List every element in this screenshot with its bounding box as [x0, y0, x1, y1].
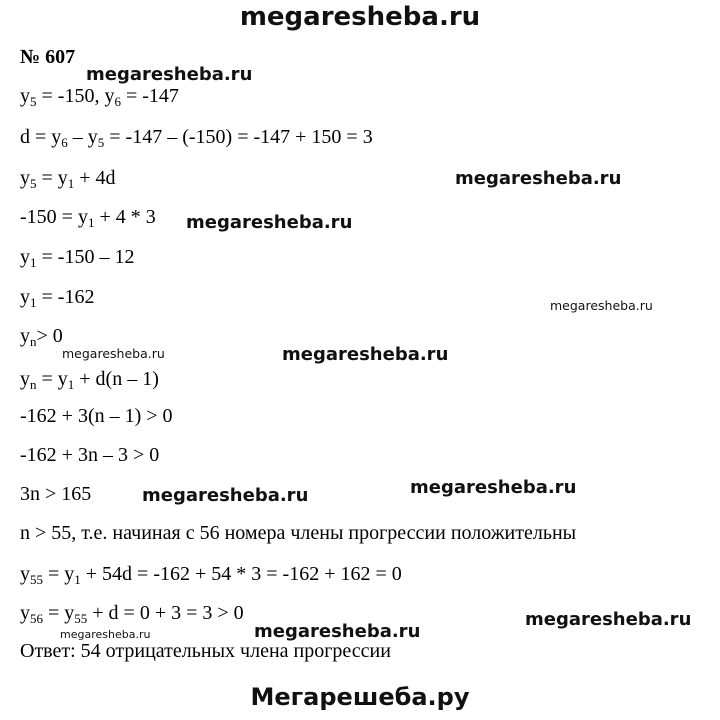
solution-line-15: Ответ: 54 отрицательных члена прогрессии [20, 640, 391, 662]
solution-line-2: $d = y_6 - y_5 = -147 - (-150) = -147 + 150 = 3$ [20, 126, 373, 150]
watermark: megaresheba.ru [455, 168, 622, 189]
watermark: megaresheba.ru [550, 298, 653, 313]
solution-line-3: $y_5 = y_1 + 4d$ [20, 167, 116, 191]
watermark: megaresheba.ru [142, 485, 309, 506]
watermark: megaresheba.ru [186, 212, 353, 233]
solution-line-9: -162 + 3(n – 1) > 0 [20, 405, 173, 427]
solution-line-5: $y_1 = -150 - 12$ [20, 246, 135, 270]
watermark: megaresheba.ru [62, 346, 165, 361]
watermark: megaresheba.ru [86, 64, 253, 85]
watermark: megaresheba.ru [410, 477, 577, 498]
solution-line-12: n > 55, т.е. начиная с 56 номера члены прогрессии положительны [20, 522, 577, 544]
solution-line-6: $y_1 = -162$ [20, 286, 95, 310]
site-header: megaresheba.ru [239, 2, 481, 32]
solution-line-1: $y_5 = -150$, $y_6 = -147$ [20, 85, 179, 109]
solution-line-10: -162 + 3n – 3 > 0 [20, 444, 160, 466]
watermark: megaresheba.ru [282, 344, 449, 365]
solution-line-7: $y_n> 0$ [20, 325, 63, 349]
solution-line-11: 3n > 165 [20, 483, 92, 505]
watermark: megaresheba.ru [60, 628, 151, 641]
problem-number: № 607 [20, 46, 76, 68]
site-footer: Мегарешеба.ру [250, 683, 470, 711]
watermark: megaresheba.ru [525, 609, 692, 630]
solution-line-13: $y_{55} = y_1 + 54d = -162 + 54 * 3 = -162 + 162 = 0$ [20, 563, 402, 587]
watermark: megaresheba.ru [254, 621, 421, 642]
solution-line-14: $y_{56} = y_{55} + d = 0 + 3 = 3 > 0$ [20, 602, 244, 626]
solution-line-4: $-150 = y_1 + 4 * 3$ [20, 206, 156, 230]
solution-line-8: $y_n = y_1 + d(n - 1)$ [20, 368, 159, 392]
